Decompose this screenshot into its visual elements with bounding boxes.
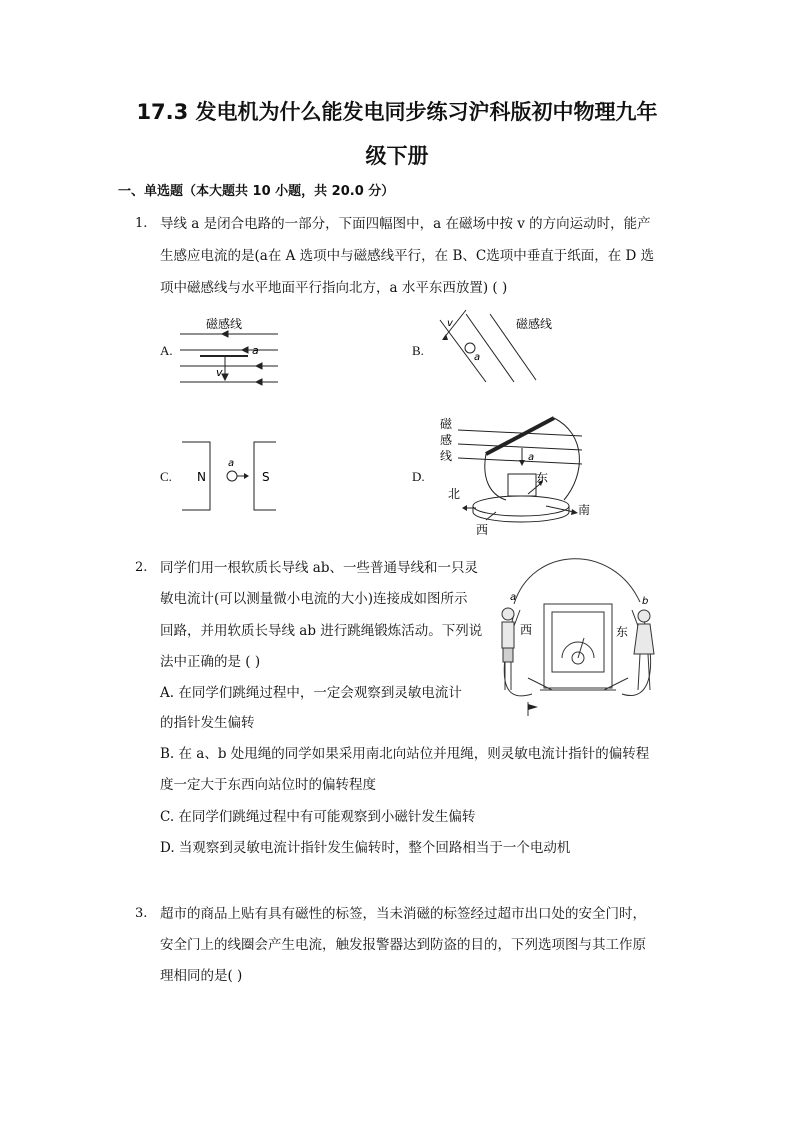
figure-d-field-label-char-1: 磁 bbox=[440, 417, 453, 431]
option-a-label: A. bbox=[160, 343, 173, 358]
figure-option-d bbox=[436, 414, 606, 538]
question-3-line-3: 理相同的是( ) bbox=[160, 968, 243, 984]
question-2-line-1: 同学们用一根软质长导线 ab、一些普通导线和一只灵 bbox=[160, 560, 478, 576]
figure-d-field-label-char-3: 线 bbox=[440, 449, 453, 463]
question-1-line-3: 项中磁感线与水平地面平行指向北方，a 水平东西放置) ( ) bbox=[160, 280, 508, 296]
question-3-number: 3. bbox=[135, 906, 148, 921]
figure-a-letter-v: v bbox=[216, 366, 223, 379]
question-3-line-2: 安全门上的线圈会产生电流，触发报警器达到防盗的目的，下列选项图与其工作原 bbox=[160, 937, 646, 953]
section-heading: 一、单选题（本大题共 10 小题，共 20.0 分） bbox=[118, 184, 395, 199]
direction-east: 东 bbox=[536, 471, 549, 485]
question-2-option-a-line-2: 的指针发生偏转 bbox=[160, 715, 255, 731]
question-2-option-b-line-2: 度一定大于东西向站位时的偏转程度 bbox=[160, 777, 376, 793]
magnet-north-pole: N bbox=[197, 470, 206, 484]
figure-a-field-label: 磁感线 bbox=[206, 317, 243, 331]
figure-jump-rope bbox=[492, 554, 664, 724]
question-3-line-1: 超市的商品上贴有具有磁性的标签，当未消磁的标签经过超市出口处的安全门时， bbox=[160, 906, 646, 922]
figure-option-c bbox=[178, 440, 282, 514]
figure-b-letter-a: a bbox=[474, 352, 481, 363]
figure-d-field-label-char-2: 感 bbox=[440, 433, 453, 447]
figure-q2-west: 西 bbox=[520, 623, 533, 637]
figure-q2-end-a: a bbox=[510, 592, 517, 603]
figure-a-letter-a: a bbox=[252, 344, 259, 357]
figure-b-letter-v: v bbox=[447, 318, 453, 329]
option-d-label: D. bbox=[412, 469, 425, 484]
direction-north: 北 bbox=[448, 487, 461, 501]
option-b-label: B. bbox=[412, 343, 424, 358]
question-2-number: 2. bbox=[135, 560, 148, 575]
figure-b-field-label: 磁感线 bbox=[516, 317, 553, 331]
direction-south: 南 bbox=[578, 503, 591, 517]
question-2-option-d: D. 当观察到灵敏电流计指针发生偏转时，整个回路相当于一个电动机 bbox=[160, 840, 571, 856]
figure-c-letter-a: a bbox=[228, 458, 235, 469]
figure-option-a bbox=[178, 314, 282, 386]
question-2-line-4: 法中正确的是 ( ) bbox=[160, 654, 261, 670]
figure-q2-east: 东 bbox=[616, 625, 629, 639]
figure-q2-end-b: b bbox=[642, 596, 649, 607]
question-2-option-b-line-1: B. 在 a、b 处甩绳的同学如果采用南北向站位并甩绳，则灵敏电流计指针的偏转程 bbox=[160, 746, 650, 762]
question-1-line-2: 生感应电流的是(a在 A 选项中与磁感线平行，在 B、C选项中垂直于纸面，在 D 选 bbox=[160, 248, 655, 264]
question-2-line-3: 回路，并用软质长导线 ab 进行跳绳锻炼活动。下列说 bbox=[160, 623, 483, 639]
option-c-label: C. bbox=[160, 469, 172, 484]
question-1-number: 1. bbox=[135, 216, 148, 231]
question-2-option-c: C. 在同学们跳绳过程中有可能观察到小磁针发生偏转 bbox=[160, 809, 476, 825]
figure-d-letter-a: a bbox=[528, 452, 535, 463]
question-2-option-a-line-1: A. 在同学们跳绳过程中，一定会观察到灵敏电流计 bbox=[160, 685, 462, 701]
direction-west: 西 bbox=[476, 523, 489, 537]
magnet-south-pole: S bbox=[262, 470, 270, 484]
document-title-line-1: 17.3 发电机为什么能发电同步练习沪科版初中物理九年 bbox=[136, 100, 658, 124]
figure-option-b bbox=[430, 308, 570, 384]
question-2-line-2: 敏电流计(可以测量微小电流的大小)连接成如图所示 bbox=[160, 591, 468, 607]
question-1-line-1: 导线 a 是闭合电路的一部分，下面四幅图中，a 在磁场中按 v 的方向运动时，能产 bbox=[160, 216, 651, 232]
document-title-line-2: 级下册 bbox=[365, 144, 429, 168]
